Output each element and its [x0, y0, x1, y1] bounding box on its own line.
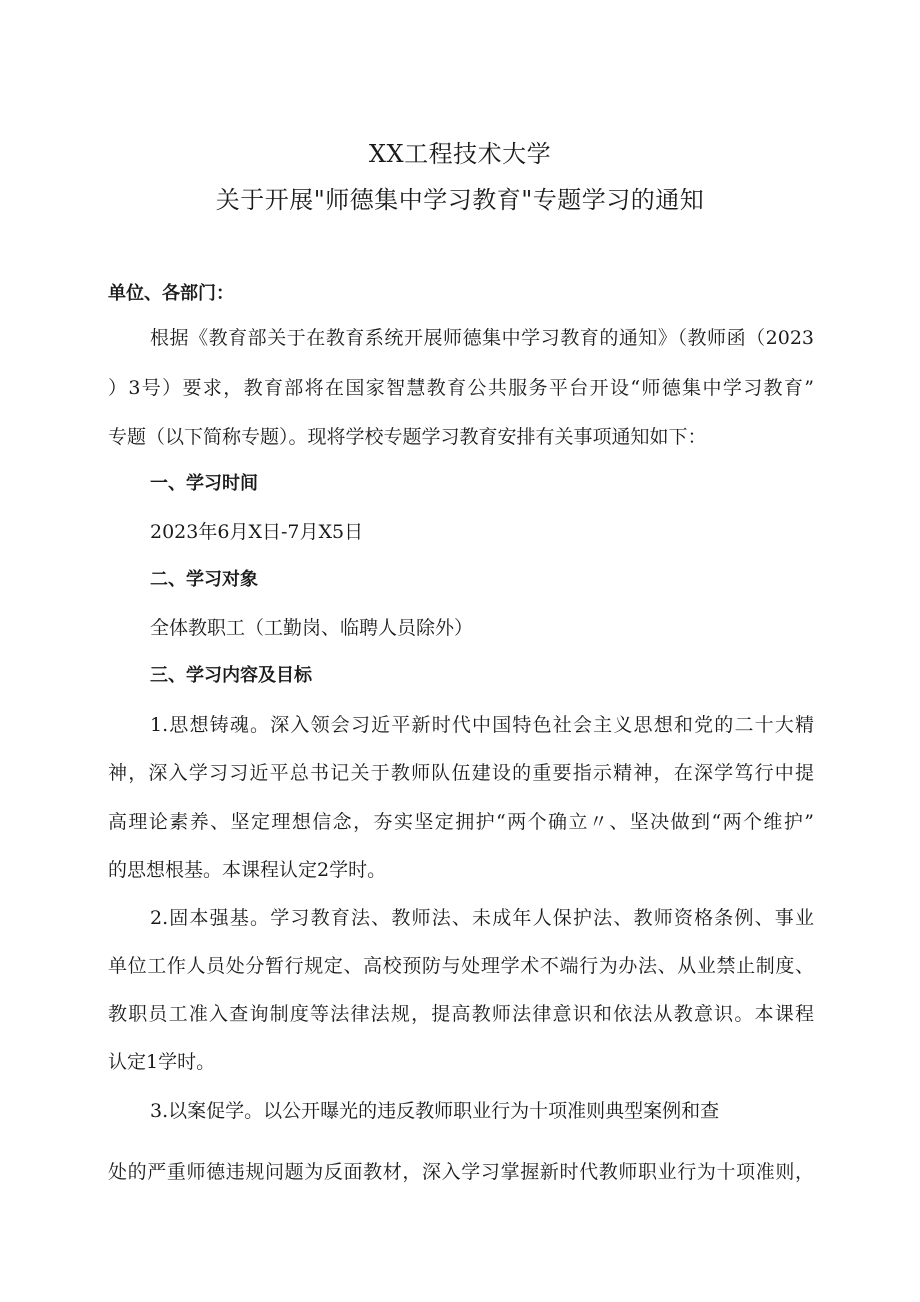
- item1-line-3: 高理论素养、坚定理想信念，夯实坚定拥护“两个确立〃、坚决做到“两个维护”: [108, 811, 814, 833]
- item3-line-2: 处的严重师德违规问题为反面教材，深入学习掌握新时代教师职业行为十项准则，: [108, 1161, 814, 1183]
- item1-line-1: 1.思想铸魂。深入领会习近平新时代中国特色社会主义思想和党的二十大精: [150, 714, 814, 736]
- item3-line-1: 3.以案促学。以公开曝光的违反教师职业行为十项准则典型案例和查: [150, 1100, 720, 1122]
- intro-line-1: 根据《教育部关于在教育系统开展师德集中学习教育的通知》（教师函（2023: [150, 327, 814, 349]
- item2-line-3: 教职员工准入查询制度等法律法规，提高教师法律意识和依法从教意识。本课程: [108, 1003, 814, 1025]
- salutation: 单位、各部门：: [108, 283, 234, 304]
- section-heading-audience: 二、学习对象: [150, 569, 258, 590]
- study-time: 2023年6月X日-7月X5日: [150, 521, 364, 543]
- university-title: XX工程技术大学: [368, 140, 552, 168]
- item1-line-2: 神，深入学习习近平总书记关于教师队伍建设的重要指示精神，在深学笃行中提: [108, 762, 814, 784]
- notice-title: 关于开展"师德集中学习教育"专题学习的通知: [215, 186, 705, 214]
- intro-line-3: 专题（以下简称专题）。现将学校专题学习教育安排有关事项通知如下：: [108, 426, 707, 448]
- item1-line-4: 的思想根基。本课程认定2学时。: [108, 859, 387, 881]
- item2-line-2: 单位工作人员处分暂行规定、高校预防与处理学术不端行为办法、从业禁止制度、: [108, 955, 814, 977]
- item2-line-1: 2.固本强基。学习教育法、教师法、未成年人保护法、教师资格条例、事业: [150, 907, 814, 929]
- section-heading-content: 三、学习内容及目标: [150, 665, 312, 686]
- intro-line-2: ）3号）要求，教育部将在国家智慧教育公共服务平台开设“师德集中学习教育”: [108, 377, 814, 399]
- section-heading-time: 一、学习时间: [150, 473, 258, 494]
- study-audience: 全体教职工（工勤岗、临聘人员除外）: [150, 617, 474, 639]
- item2-line-4: 认定1学时。: [108, 1051, 216, 1073]
